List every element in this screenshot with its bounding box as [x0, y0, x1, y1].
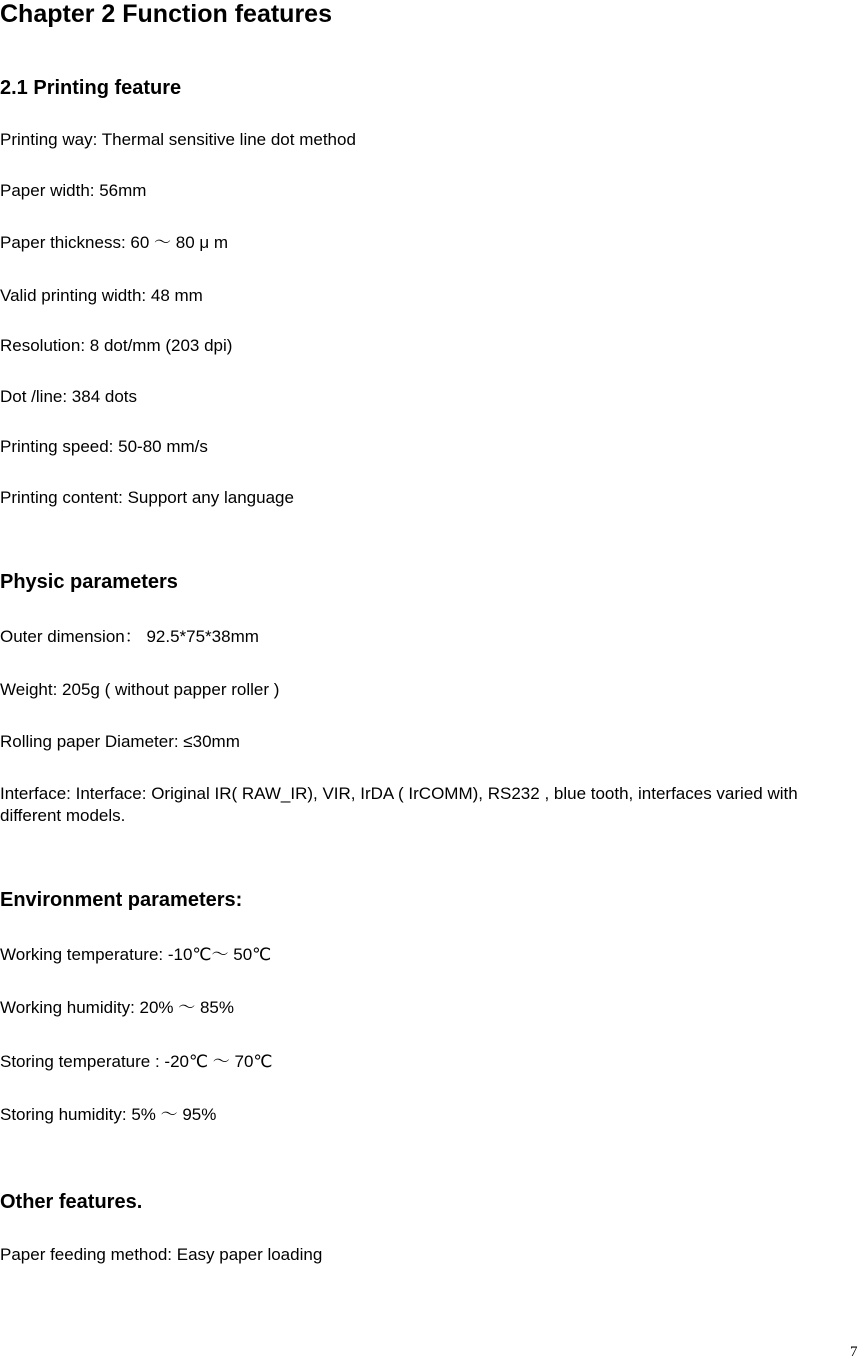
valid-printing-width-text: Valid printing width: 48 mm: [0, 286, 203, 305]
printing-content-text: Printing content: Support any language: [0, 488, 294, 507]
resolution-text: Resolution: 8 dot/mm (203 dpi): [0, 336, 233, 355]
chapter-title: Chapter 2 Function features: [0, 0, 332, 28]
working-temperature-text: Working temperature: -10℃～ 50℃: [0, 945, 272, 964]
outer-dimension-text: Outer dimension： 92.5*75*38mm: [0, 627, 259, 646]
storing-humidity-text: Storing humidity: 5% ～ 95%: [0, 1105, 217, 1124]
rolling-paper-diameter-text: Rolling paper Diameter: ≤30mm: [0, 732, 240, 751]
weight-text: Weight: 205g ( without papper roller ): [0, 680, 280, 699]
paper-width-text: Paper width: 56mm: [0, 181, 147, 200]
physic-parameters-heading: Physic parameters: [0, 571, 178, 593]
other-features-heading: Other features.: [0, 1191, 143, 1213]
paper-thickness-text: Paper thickness: 60 ～ 80 μ m: [0, 233, 229, 252]
page-number: 7: [850, 1344, 858, 1360]
storing-temperature-text: Storing temperature : -20℃ ～ 70℃: [0, 1052, 273, 1071]
printing-speed-text: Printing speed: 50-80 mm/s: [0, 437, 208, 456]
interface-text: Interface: Interface: Original IR( RAW_IR), VIR, IrDA ( IrCOMM), RS232 , blue tooth, interfaces varied with different models.: [0, 784, 798, 825]
working-humidity-text: Working humidity: 20% ～ 85%: [0, 998, 235, 1017]
dot-line-text: Dot /line: 384 dots: [0, 387, 138, 406]
environment-parameters-heading: Environment parameters:: [0, 889, 243, 911]
paper-feeding-method-text: Paper feeding method: Easy paper loading: [0, 1245, 323, 1264]
printing-way-text: Printing way: Thermal sensitive line dot method: [0, 130, 356, 149]
printing-feature-heading: 2.1 Printing feature: [0, 77, 182, 99]
